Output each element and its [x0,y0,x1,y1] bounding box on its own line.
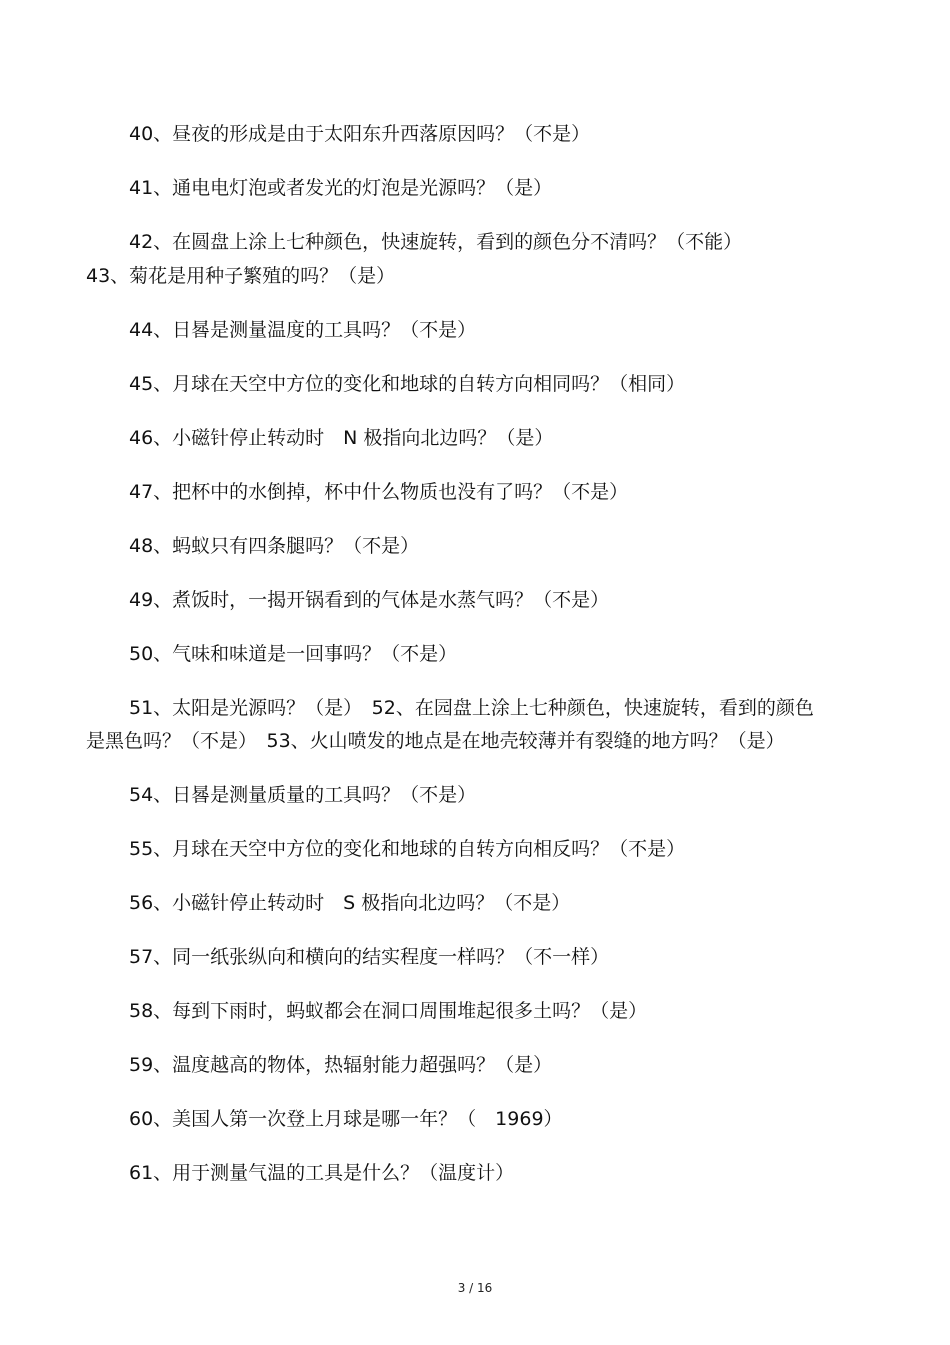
paragraph-42: 42、在圆盘上涂上七种颜色，快速旋转，看到的颜色分不清吗？（不能） [129,231,743,253]
paragraph-56: 56、小磁针停止转动时 S 极指向北边吗？（不是） [129,892,571,914]
paragraph-51-53: 51、太阳是光源吗？（是） 52、在园盘上涂上七种颜色，快速旋转，看到的颜色是黑色吗？（不是） 53、火山喷发的地点是在地壳较薄并有裂缝的地方吗？（是） [86,697,814,752]
paragraph-47: 47、把杯中的水倒掉，杯中什么物质也没有了吗？（不是） [129,481,629,503]
document-body [86,118,826,1190]
paragraph-54: 54、日晷是测量质量的工具吗？（不是） [129,784,477,806]
paragraph-45: 45、月球在天空中方位的变化和地球的自转方向相同吗？（相同） [129,373,686,395]
paragraph-46: 46、小磁针停止转动时 N 极指向北边吗？（是） [129,427,554,449]
paragraph-41: 41、通电电灯泡或者发光的灯泡是光源吗？（是） [129,177,553,199]
paragraph-58: 58、每到下雨时，蚂蚁都会在洞口周围堆起很多土吗？（是） [129,1000,648,1022]
paragraph-61: 61、用于测量气温的工具是什么？（温度计） [129,1162,515,1184]
paragraph-57: 57、同一纸张纵向和横向的结实程度一样吗？（不一样） [129,946,610,968]
paragraph-59: 59、温度越高的物体，热辐射能力超强吗？（是） [129,1054,553,1076]
page-number: 3 / 16 [457,1281,493,1295]
paragraph-44: 44、日晷是测量温度的工具吗？（不是） [129,319,477,341]
paragraph-48: 48、蚂蚁只有四条腿吗？（不是） [129,535,420,557]
paragraph-40: 40、昼夜的形成是由于太阳东升西落原因吗？（不是） [129,123,591,145]
paragraph-49: 49、煮饭时，一揭开锅看到的气体是水蒸气吗？（不是） [129,589,610,611]
paragraph-55: 55、月球在天空中方位的变化和地球的自转方向相反吗？（不是） [129,838,686,860]
paragraph-43: 43、菊花是用种子繁殖的吗？（是） [86,265,396,287]
paragraph-60: 60、美国人第一次登上月球是哪一年？（ 1969） [129,1108,563,1130]
paragraph-50: 50、气味和味道是一回事吗？（不是） [129,643,458,665]
